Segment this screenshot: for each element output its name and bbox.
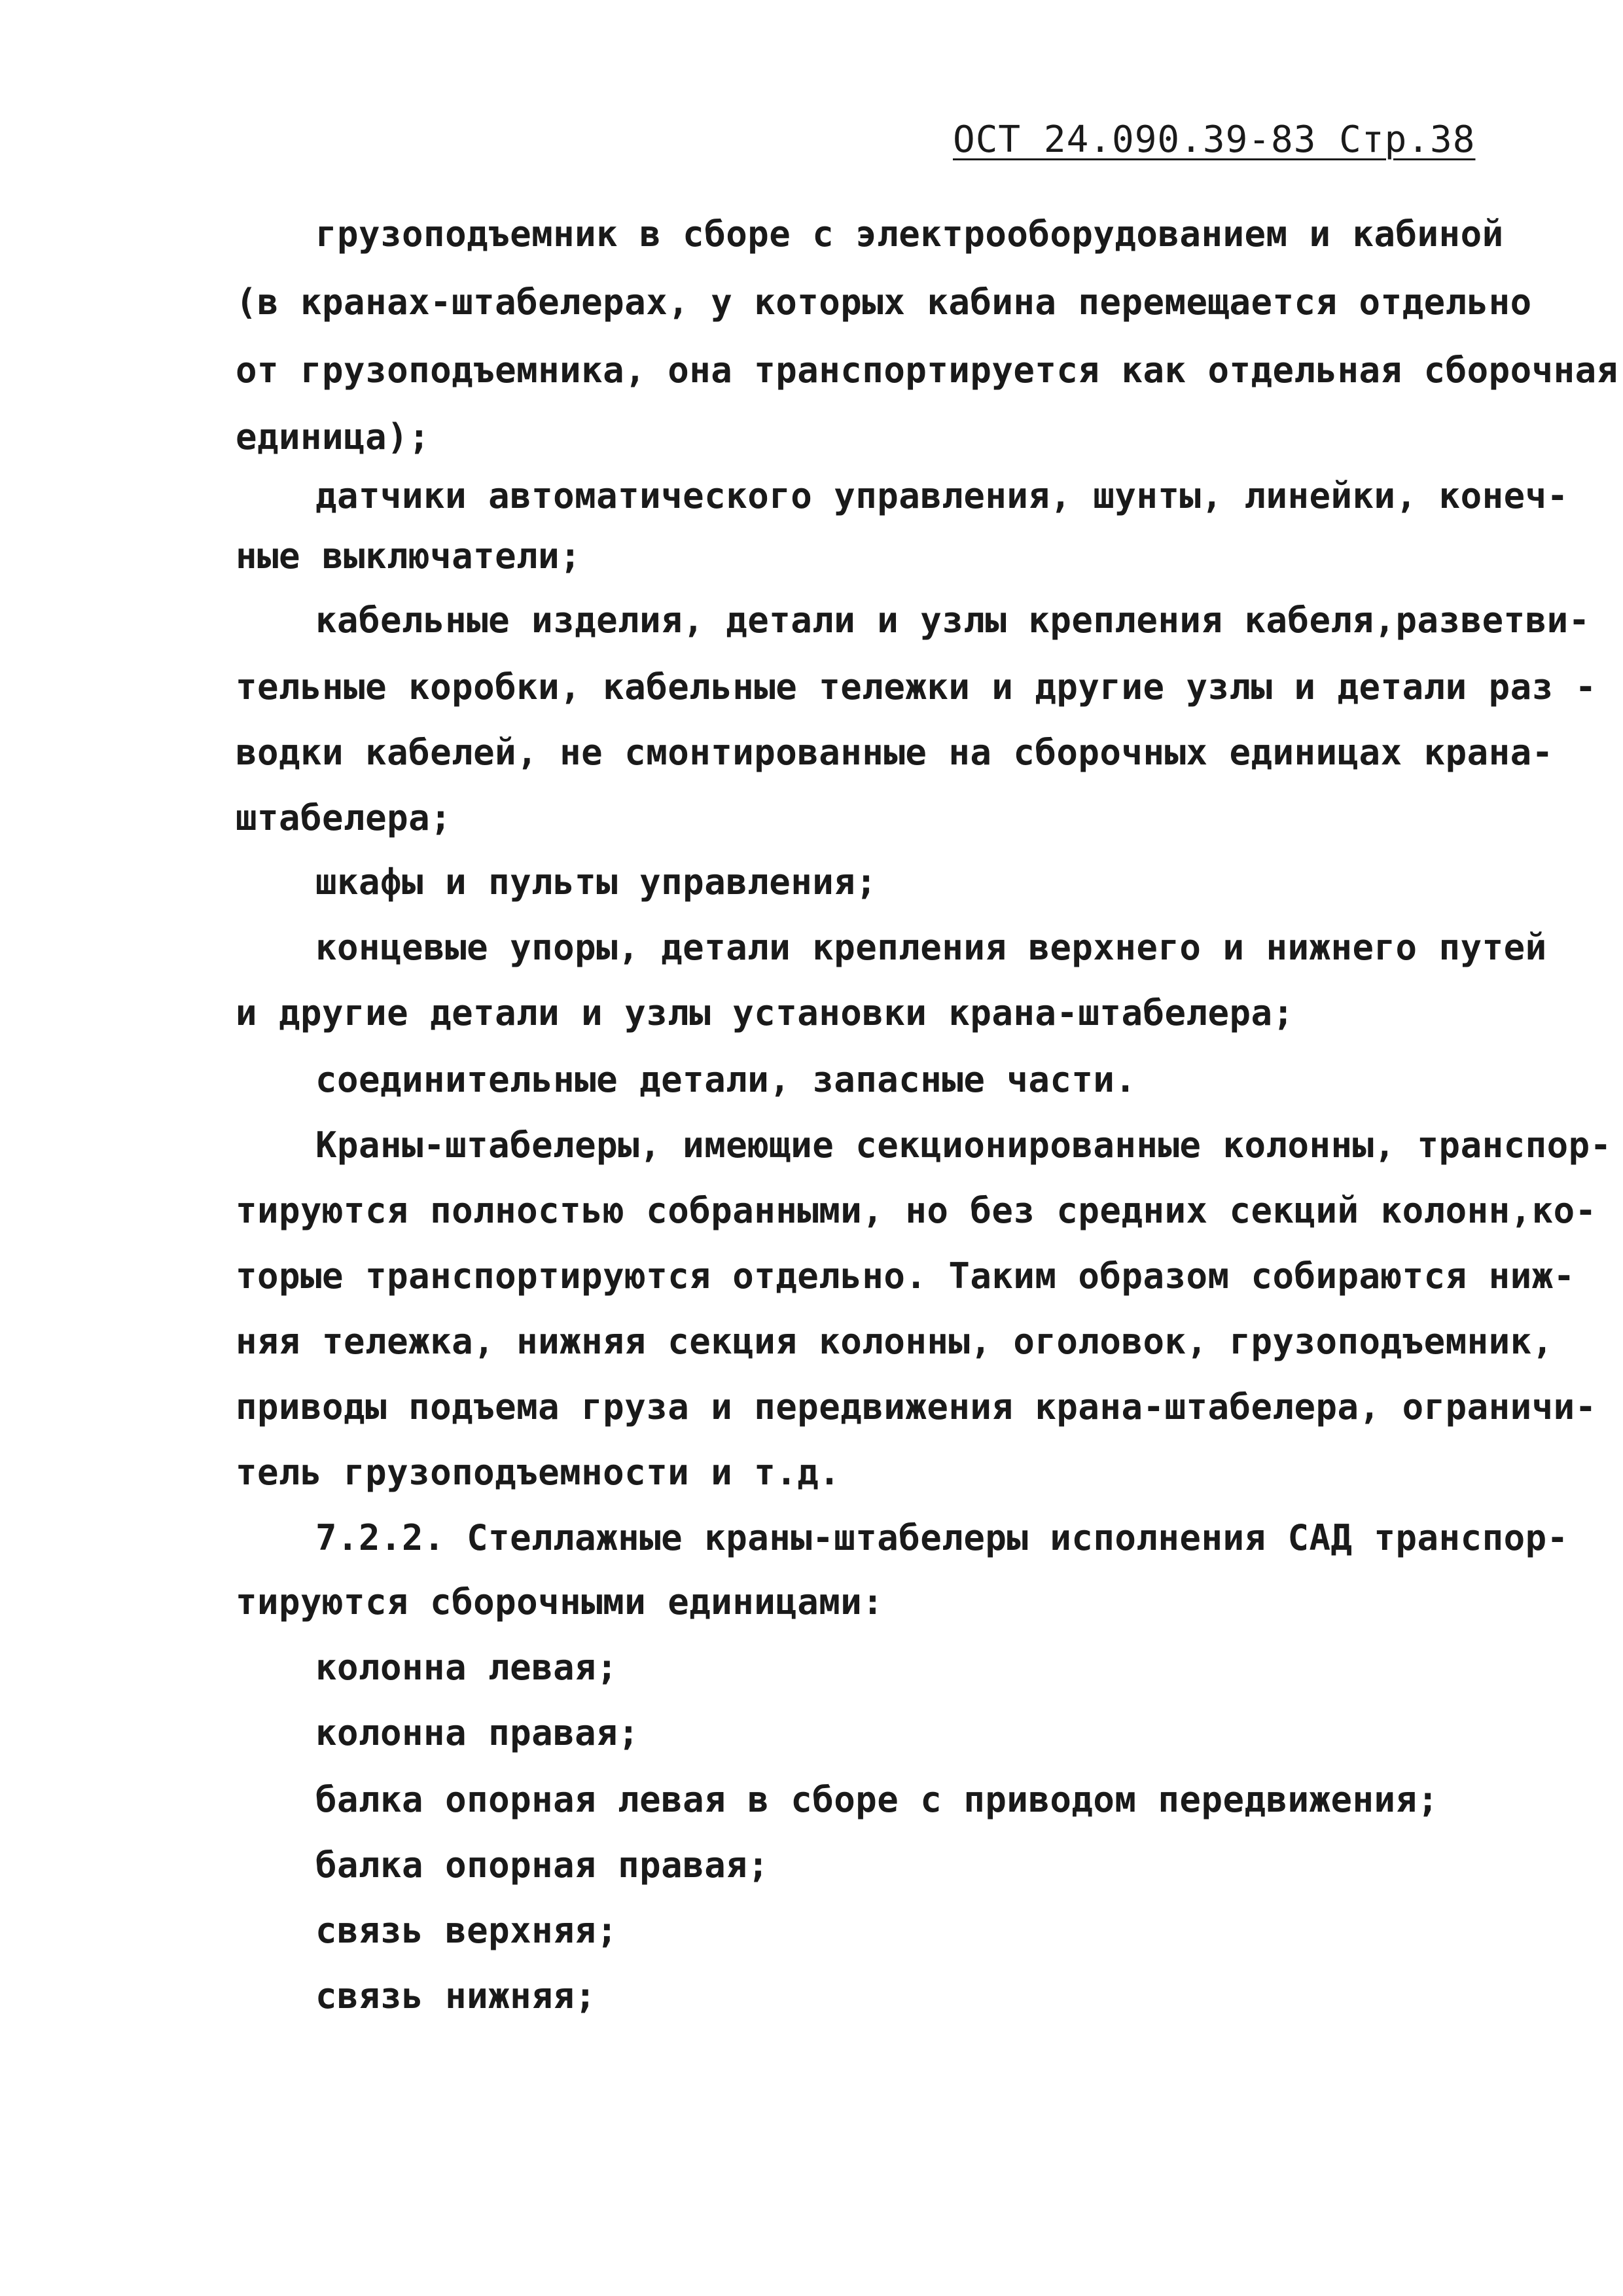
text-line: балка опорная левая в сборе с приводом передвижения;	[315, 1779, 1439, 1820]
text-line: единица);	[236, 416, 431, 457]
text-line: балка опорная правая;	[315, 1844, 770, 1886]
text-line: тируются полностью собранными, но без средних секций колонн,ко-	[236, 1190, 1597, 1231]
text-line: тель грузоподъемности и т.д.	[236, 1452, 841, 1493]
text-line: приводы подъема груза и передвижения крана-штабелера, ограничи-	[236, 1386, 1597, 1427]
text-line: ные выключатели;	[236, 535, 582, 577]
text-line: концевые упоры, детали крепления верхнего и нижнего путей	[315, 927, 1547, 968]
text-line: няя тележка, нижняя секция колонны, оголовок, грузоподъемник,	[236, 1321, 1554, 1362]
text-line: штабелера;	[236, 797, 452, 838]
text-line: водки кабелей, не смонтированные на сборочных единицах крана-	[236, 732, 1554, 773]
text-line: датчики автоматического управления, шунты, линейки, конеч-	[315, 475, 1569, 516]
text-line: кабельные изделия, детали и узлы крепления кабеля,разветви-	[315, 600, 1590, 641]
text-line: шкафы и пульты управления;	[315, 861, 878, 903]
text-line: тельные коробки, кабельные тележки и другие узлы и детали раз -	[236, 666, 1597, 708]
text-line: колонна левая;	[315, 1647, 618, 1688]
text-line: Краны-штабелеры, имеющие секционированные колонны, транспор-	[315, 1124, 1612, 1166]
page-header-designation: ОСТ 24.090.39-83 Стр.38	[953, 118, 1476, 161]
text-line: связь нижняя;	[315, 1975, 597, 2017]
text-line: тируются сборочными единицами:	[236, 1581, 884, 1623]
text-line: колонна правая;	[315, 1712, 640, 1753]
text-line: (в кранах-штабелерах, у которых кабина перемещается отдельно	[236, 281, 1532, 323]
text-line: 7.2.2. Стеллажные краны-штабелеры исполнения САД транспор-	[315, 1517, 1569, 1558]
text-line: торые транспортируются отдельно. Таким образом собираются ниж-	[236, 1255, 1575, 1297]
text-line: грузоподъемник в сборе с электрооборудованием и кабиной	[315, 213, 1504, 255]
text-line: и другие детали и узлы установки крана-штабелера;	[236, 992, 1294, 1033]
text-line: связь верхняя;	[315, 1910, 618, 1951]
text-line: от грузоподъемника, она транспортируется как отдельная сборочная	[236, 350, 1618, 391]
text-line: соединительные детали, запасные части.	[315, 1059, 1137, 1100]
